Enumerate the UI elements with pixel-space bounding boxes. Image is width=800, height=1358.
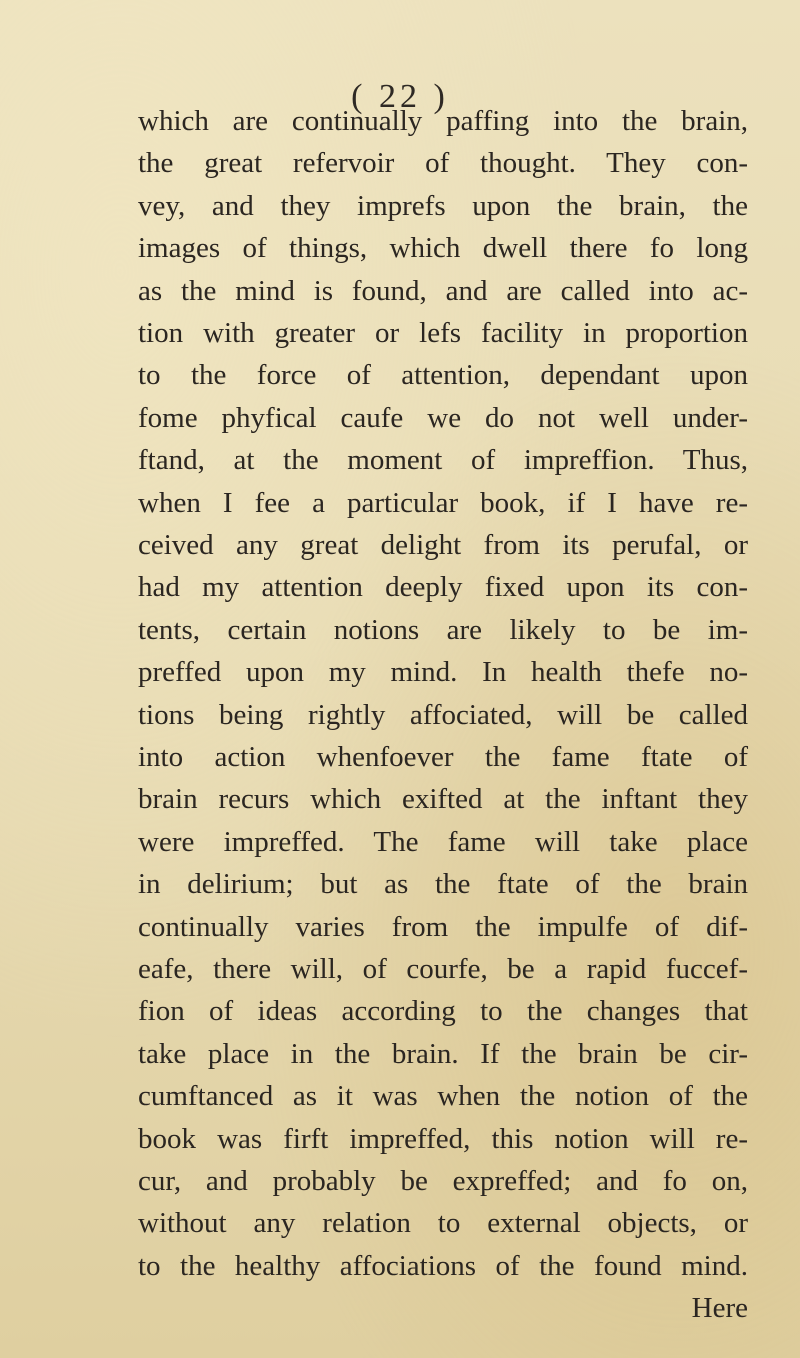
text-line: tions being rightly affociated, will be called (138, 698, 748, 731)
text-line: preffed upon my mind. In health thefe no- (138, 656, 748, 689)
text-line: brain recurs which exifted at the inftant they (138, 783, 748, 816)
text-line: cumftanced as it was when the notion of the (138, 1080, 748, 1113)
text-line: cur, and probably be expreffed; and fo on, (138, 1165, 748, 1197)
text-line: to the healthy affociations of the found mind. (138, 1249, 748, 1282)
text-line: when I fee a particular book, if I have re- (138, 486, 748, 519)
text-line: ftand, at the moment of impreffion. Thus, (138, 444, 748, 477)
text-line: to the force of attention, dependant upon (138, 359, 748, 392)
text-line: fome phyfical caufe we do not well under- (138, 401, 748, 434)
catchword: Here (691, 1292, 748, 1325)
text-line: had my attention deeply fixed upon its con- (138, 571, 748, 604)
text-line: were impreffed. The fame will take place (138, 825, 748, 858)
text-line: ceived any great delight from its perufal, or (138, 529, 748, 561)
text-line: tents, certain notions are likely to be im- (138, 613, 748, 646)
text-line: which are continually paffing into the brain, (138, 105, 748, 137)
text-line: continually varies from the impulfe of dif- (138, 910, 748, 943)
text-line: tion with greater or lefs facility in proportion (138, 317, 748, 349)
text-line: take place in the brain. If the brain be cir- (138, 1037, 748, 1070)
text-line: without any relation to external objects, or (138, 1207, 748, 1240)
text-line: eafe, there will, of courfe, be a rapid fuccef- (138, 953, 748, 985)
text-line: into action whenfoever the fame ftate of (138, 741, 748, 773)
text-line: vey, and they imprefs upon the brain, the (138, 189, 748, 222)
page-number-text: ( 22 ) (351, 78, 449, 115)
text-line: as the mind is found, and are called into ac- (138, 274, 748, 307)
text-line: in delirium; but as the ftate of the brain (138, 868, 748, 901)
text-line: images of things, which dwell there fo long (138, 232, 748, 265)
text-line: book was firft impreffed, this notion will re- (138, 1122, 748, 1155)
text-line: fion of ideas according to the changes that (138, 995, 748, 1028)
text-line: the great refervoir of thought. They con- (138, 147, 748, 180)
